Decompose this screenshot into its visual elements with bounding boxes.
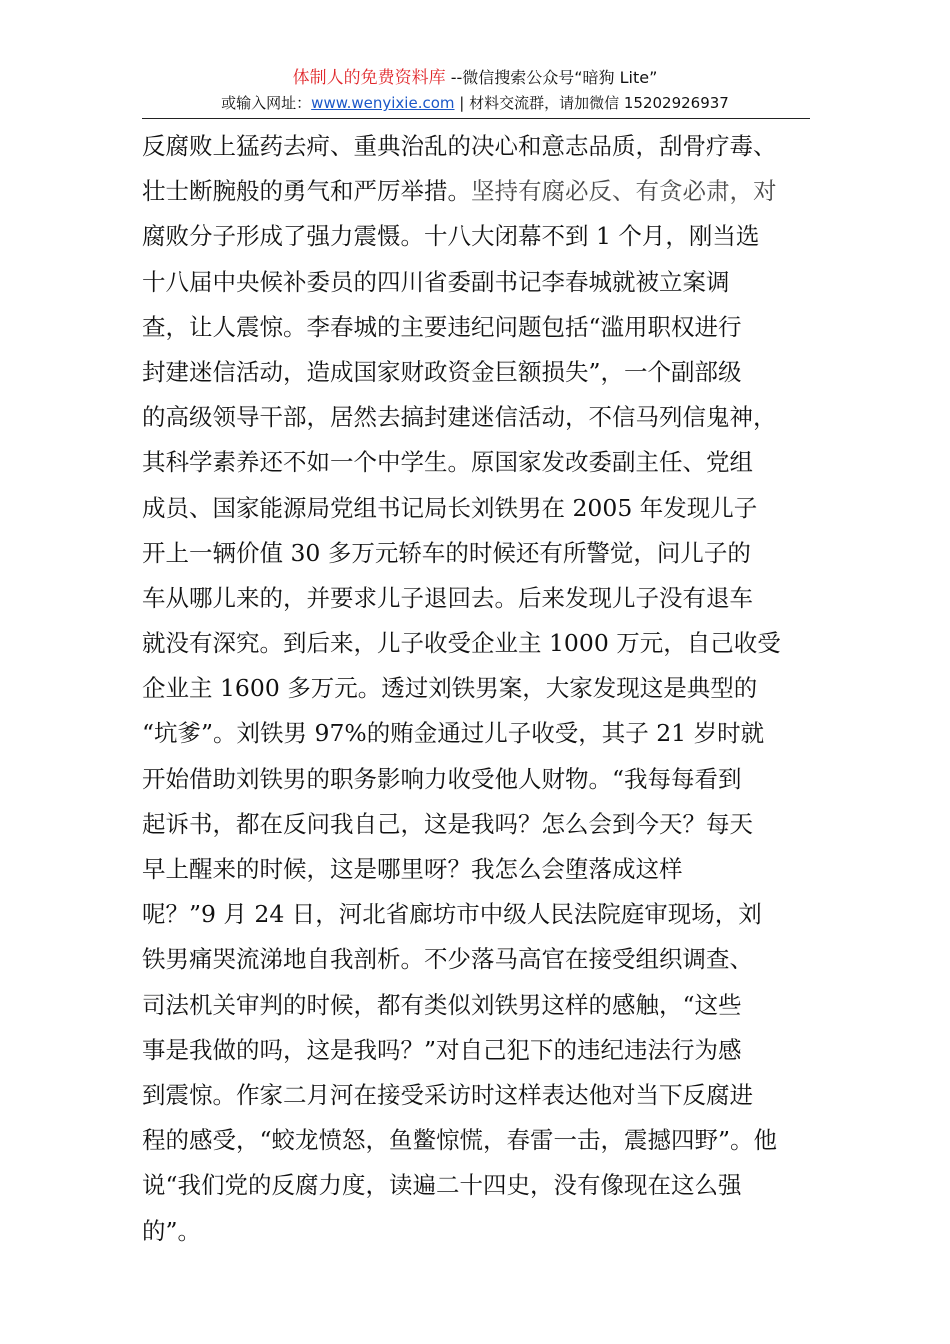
text-line: 说“我们党的反腐力度，读遍二十四史，没有像现在这么强: [142, 1171, 742, 1200]
text-line: 腐败分子形成了强力震慑。十八大闭幕不到 1 个月，刚当选: [142, 222, 760, 251]
text-line: 铁男痛哭流涕地自我剖析。不少落马高官在接受组织调查、: [142, 945, 753, 974]
text-line: [142, 169, 822, 214]
document-body: [142, 124, 822, 1254]
text-line: 起诉书，都在反问我自己，这是我吗？怎么会到今天？每天: [142, 809, 753, 838]
text-segment: 坚持有腐必反、有贪必肃，对: [471, 177, 777, 206]
contact-info: | 材料交流群，请加微信 15202926937: [454, 94, 729, 112]
text-line: 企业主 1600 多万元。透过刘铁男案，大家发现这是典型的: [142, 674, 758, 703]
text-line: 就没有深究。到后来，儿子收受企业主 1000 万元，自己收受: [142, 629, 781, 658]
text-line: 成员、国家能源局党组书记局长刘铁男在 2005 年发现儿子: [142, 493, 758, 522]
text-line: 的”。: [142, 1216, 202, 1245]
text-line: 开始借助刘铁男的职务影响力收受他人财物。“我每每看到: [142, 764, 742, 793]
text-line: 的高级领导干部，居然去搞封建迷信活动，不信马列信鬼神，: [142, 403, 777, 432]
wechat-note: --微信搜索公众号“暗狗 Lite”: [445, 68, 658, 87]
text-line: “坑爹”。刘铁男 97%的贿金通过儿子收受，其子 21 岁时就: [142, 719, 765, 748]
header-promo-line: [0, 66, 950, 90]
header-divider: [142, 118, 810, 119]
page-header: [0, 66, 950, 114]
text-line: 封建迷信活动，造成国家财政资金巨额损失”，一个副部级: [142, 357, 742, 386]
website-link[interactable]: www.wenyixie.com: [311, 94, 455, 112]
header-contact-line: [0, 92, 950, 114]
text-line: 开上一辆价值 30 多万元轿车的时候还有所警觉，问儿子的: [142, 538, 751, 567]
text-line: 反腐败上猛药去疴、重典治乱的决心和意志品质，刮骨疗毒、: [142, 132, 777, 160]
text-line: 其科学素养还不如一个中学生。原国家发改委副主任、党组: [142, 448, 753, 477]
text-line: 事是我做的吗，这是我吗？”对自己犯下的违纪违法行为感: [142, 1035, 742, 1064]
url-prefix: 或输入网址：: [221, 94, 312, 112]
text-line: 车从哪儿来的，并要求儿子退回去。后来发现儿子没有退车: [142, 583, 753, 612]
brand-name: 体制人的免费资料库: [292, 68, 446, 88]
text-line: 程的感受，“蛟龙愤怒，鱼鳖惊慌，春雷一击，震撼四野”。他: [142, 1126, 778, 1155]
text-line: 十八届中央候补委员的四川省委副书记李春城就被立案调: [142, 267, 730, 296]
text-segment: 壮士断腕般的勇气和严厉举措。: [142, 177, 471, 206]
text-line: 司法机关审判的时候，都有类似刘铁男这样的感触，“这些: [142, 990, 742, 1019]
text-line: 早上醒来的时候，这是哪里呀？我怎么会堕落成这样: [142, 855, 683, 883]
text-line: 到震惊。作家二月河在接受采访时这样表达他对当下反腐进: [142, 1080, 753, 1109]
text-line: 查，让人震惊。李春城的主要违纪问题包括“滥用职权进行: [142, 312, 742, 341]
text-line: 呢？”9 月 24 日，河北省廊坊市中级人民法院庭审现场，刘: [142, 900, 762, 929]
